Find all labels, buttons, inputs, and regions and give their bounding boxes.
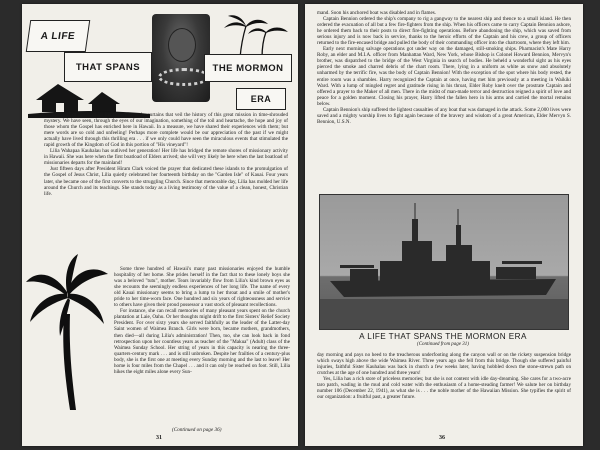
paragraph: Lilia Wahapaa Kauhalau has outlived her generation! Her life has bridged the remote shores of missionary activity in Hawaii. She was here when the first boatload of Elders arrived; she will very likely be here when the last boatload of missionaries departs for the mainland! — [44, 148, 288, 167]
battleship-icon — [320, 195, 568, 329]
photo-subtitle: (Continued from page 31) — [417, 342, 469, 347]
page-number: 31 — [156, 435, 162, 441]
title-banner-that-spans: THAT SPANS — [64, 52, 152, 82]
paragraph: Just fifteen days after President Hiram Clark voiced the prayer that dedicated these islands to the promulgation of the Gospel of Jesus Christ, Lilia quietly celebrated her fourteenth birthday on the "Garden Isle" of Kauai. Four years later, she became one of the first converts to the struggling Church. Since that memorable day, Lilia has molded her life around the Church and its teachings. She stands today as a living testimony of the value of a clean, honest, Christian life. — [44, 166, 288, 197]
paragraph: day morning and pays no heed to the treacherous underfooting along the canyon wall or on the rickety suspension bridge which sways high above the wide Waimea River. Three years ago she fell from this bridge. Though she suffered painful injuries, faithful Sister Kauhalau was back in church a few weeks later, having hobbled down the stone-strewn path on crutches at the age of one hundred and three years! — [317, 352, 571, 377]
paragraph: mand. Soon his anchored boat was disabled and in flames. — [317, 10, 436, 16]
paragraph: Captain Bennion ordered the ship's company to rig a gangway to the nearest ship and thence to a small island. He then ordered the evacuation of all but a few fire-fighters from the ship. When his officers came to carry Captain Bennion ashore, he ordered them back to their posts to direct fire-fighting operations. Before abandoning the ship, which was saved from serious injury and is now back in service, thanks to the heroic efforts of the Captain and his crew, a group of officers returned to the fire-encased bridge and pulled the body of their commanding officer into the chartroom, where they left him. — [317, 16, 571, 47]
paragraph: "Epoch I" of this booklet has drawn apart the curtains that veil the history of this great mission in time-shrouded mystery. We have seen, through the eyes of our imagination, something of the toil and heartache, the hope and joy of those whom the Gospel has enriched here in Hawaii. In a measure, we have shared their experiences with them; but mere words are so cold and unfeeling! Perhaps more complete would be our appreciation of the past if we might actually have lived through this thrilling era . . . if we only could have seen the miraculous events that stimulated the rapid growth of the Kingdom of God in this portion of "His vineyard"! — [44, 112, 288, 149]
continued-note: (Continued on page 36) — [172, 427, 222, 433]
page-number: 36 — [439, 435, 445, 441]
right-page — [305, 4, 583, 446]
portrait-lei — [158, 68, 210, 86]
article-body-top — [44, 112, 288, 197]
title-banner-era: ERA — [236, 88, 286, 110]
paragraph: Some three hundred of Hawaii's many past missionaries enjoyed the humble hospitality of her home. She prides herself in the fact that to these lonely boys she was a beloved "tutu", mother. Tears invariably flow from Lilia's kind brown eyes as she recounts the seemingly endless experiences of her long life. The name of every old Kauai missionary seems to bring a lump to her throat and a smile of mother's pride to her time-worn face. One hundred and six years of righteousness and service to others have given their proud possessor a vast stock of pleasant recollections. — [114, 266, 290, 309]
paragraph: For instance, she can recall memories of many pleasant years spent on the church plantation at Laie, Oahu. Or her thoughts might drift to the first Sisters' Relief Society President. For over sixty years she served faithfully as the leader of the Latter-day Saint women of Waimea Branch. Girls were born, became mothers, grandmothers, then died—all during Lilia's administration! Then, too, she can look back in fond retrospection upon her countless years as teacher of the "Makua" (Adult) class of the Waimea Sunday School. Her string of years in this capacity is nearing the three-quarters-century mark . . . and is still unbroken. Despite her frailties of a century-plus body, she is the first one at meeting every Sunday morning and the last to leave! Her home is four miles from the Chapel . . . and it can only be reached on foot. Still, Lilia hikes the eight miles alone every Sun- — [114, 308, 290, 375]
left-page — [22, 4, 298, 446]
battleship-photo — [319, 194, 569, 330]
lilia-article-continued — [317, 352, 571, 400]
title-banner-a-life: A LIFE — [26, 20, 90, 52]
paragraph: Captain Bennion's ship suffered the lightest casualties of any boat that was damaged in the attack. Some 2,000 lives were saved and a mighty warship lives to fight again because of the bravery and wisdom of a great American, Elder Mervyn S. Bennion, U.S.N. — [317, 106, 571, 125]
paragraph: Early next morning salvage operations got under way on the damaged, still-smoking ships. Pharmacist's Mate Harry Roby, an elder and M.I.A. officer from Manhattan Ward, New York, whose Bishop is Colonel Howard Bennion, Mervyn's brother, was dispatched to the bridge of the West Virginia in search of bodies. He beheld a wonderful sight as his eyes pierced the smoke and charred debris of the chart room. There, lying in a uniform as white as snow and absolutely unharmed by the terrific fire, was the body of Captain Bennion! With the exception of the spot where his body rested, the entire room was a shambles. Harry recognized the Captain at once, having met him previously at a meeting in Waikiki Ward. With a lump of mingled regret and gratitude rising in his throat, Elder Roby knelt over the prostrate Captain and offered a prayer to the Maker of all men. There in the midst of man-made terror and destruction reigned a spirit of love and peace for a golden moment. Closing his prayer, Harry lifted the fallen hero in his arms and carried the mortal remains below. — [317, 46, 571, 107]
palm-tree-icon — [24, 252, 110, 412]
paragraph: Yes, Lilia has a rich store of priceless memories; but she is not content with idle day-dreaming. She cares for a two-acre taro patch, wading in the mud and cold water with the enthusiasm of a home-steading farmer! We salute her on birthday number 106 (December 22, 1941), as what she is . . . the noble mother of the Hawaiian Mission. She typifies the spirit of our organization: a fruitful past, a greater future. — [317, 376, 571, 401]
title-banner-the-mormon: THE MORMON — [204, 54, 292, 82]
portrait-photo — [152, 14, 210, 102]
photo-title: A LIFE THAT SPANS THE MORMON ERA — [359, 332, 527, 341]
portrait-face — [168, 28, 196, 62]
article-body-bottom — [114, 266, 290, 375]
bennion-article-body — [317, 10, 571, 125]
